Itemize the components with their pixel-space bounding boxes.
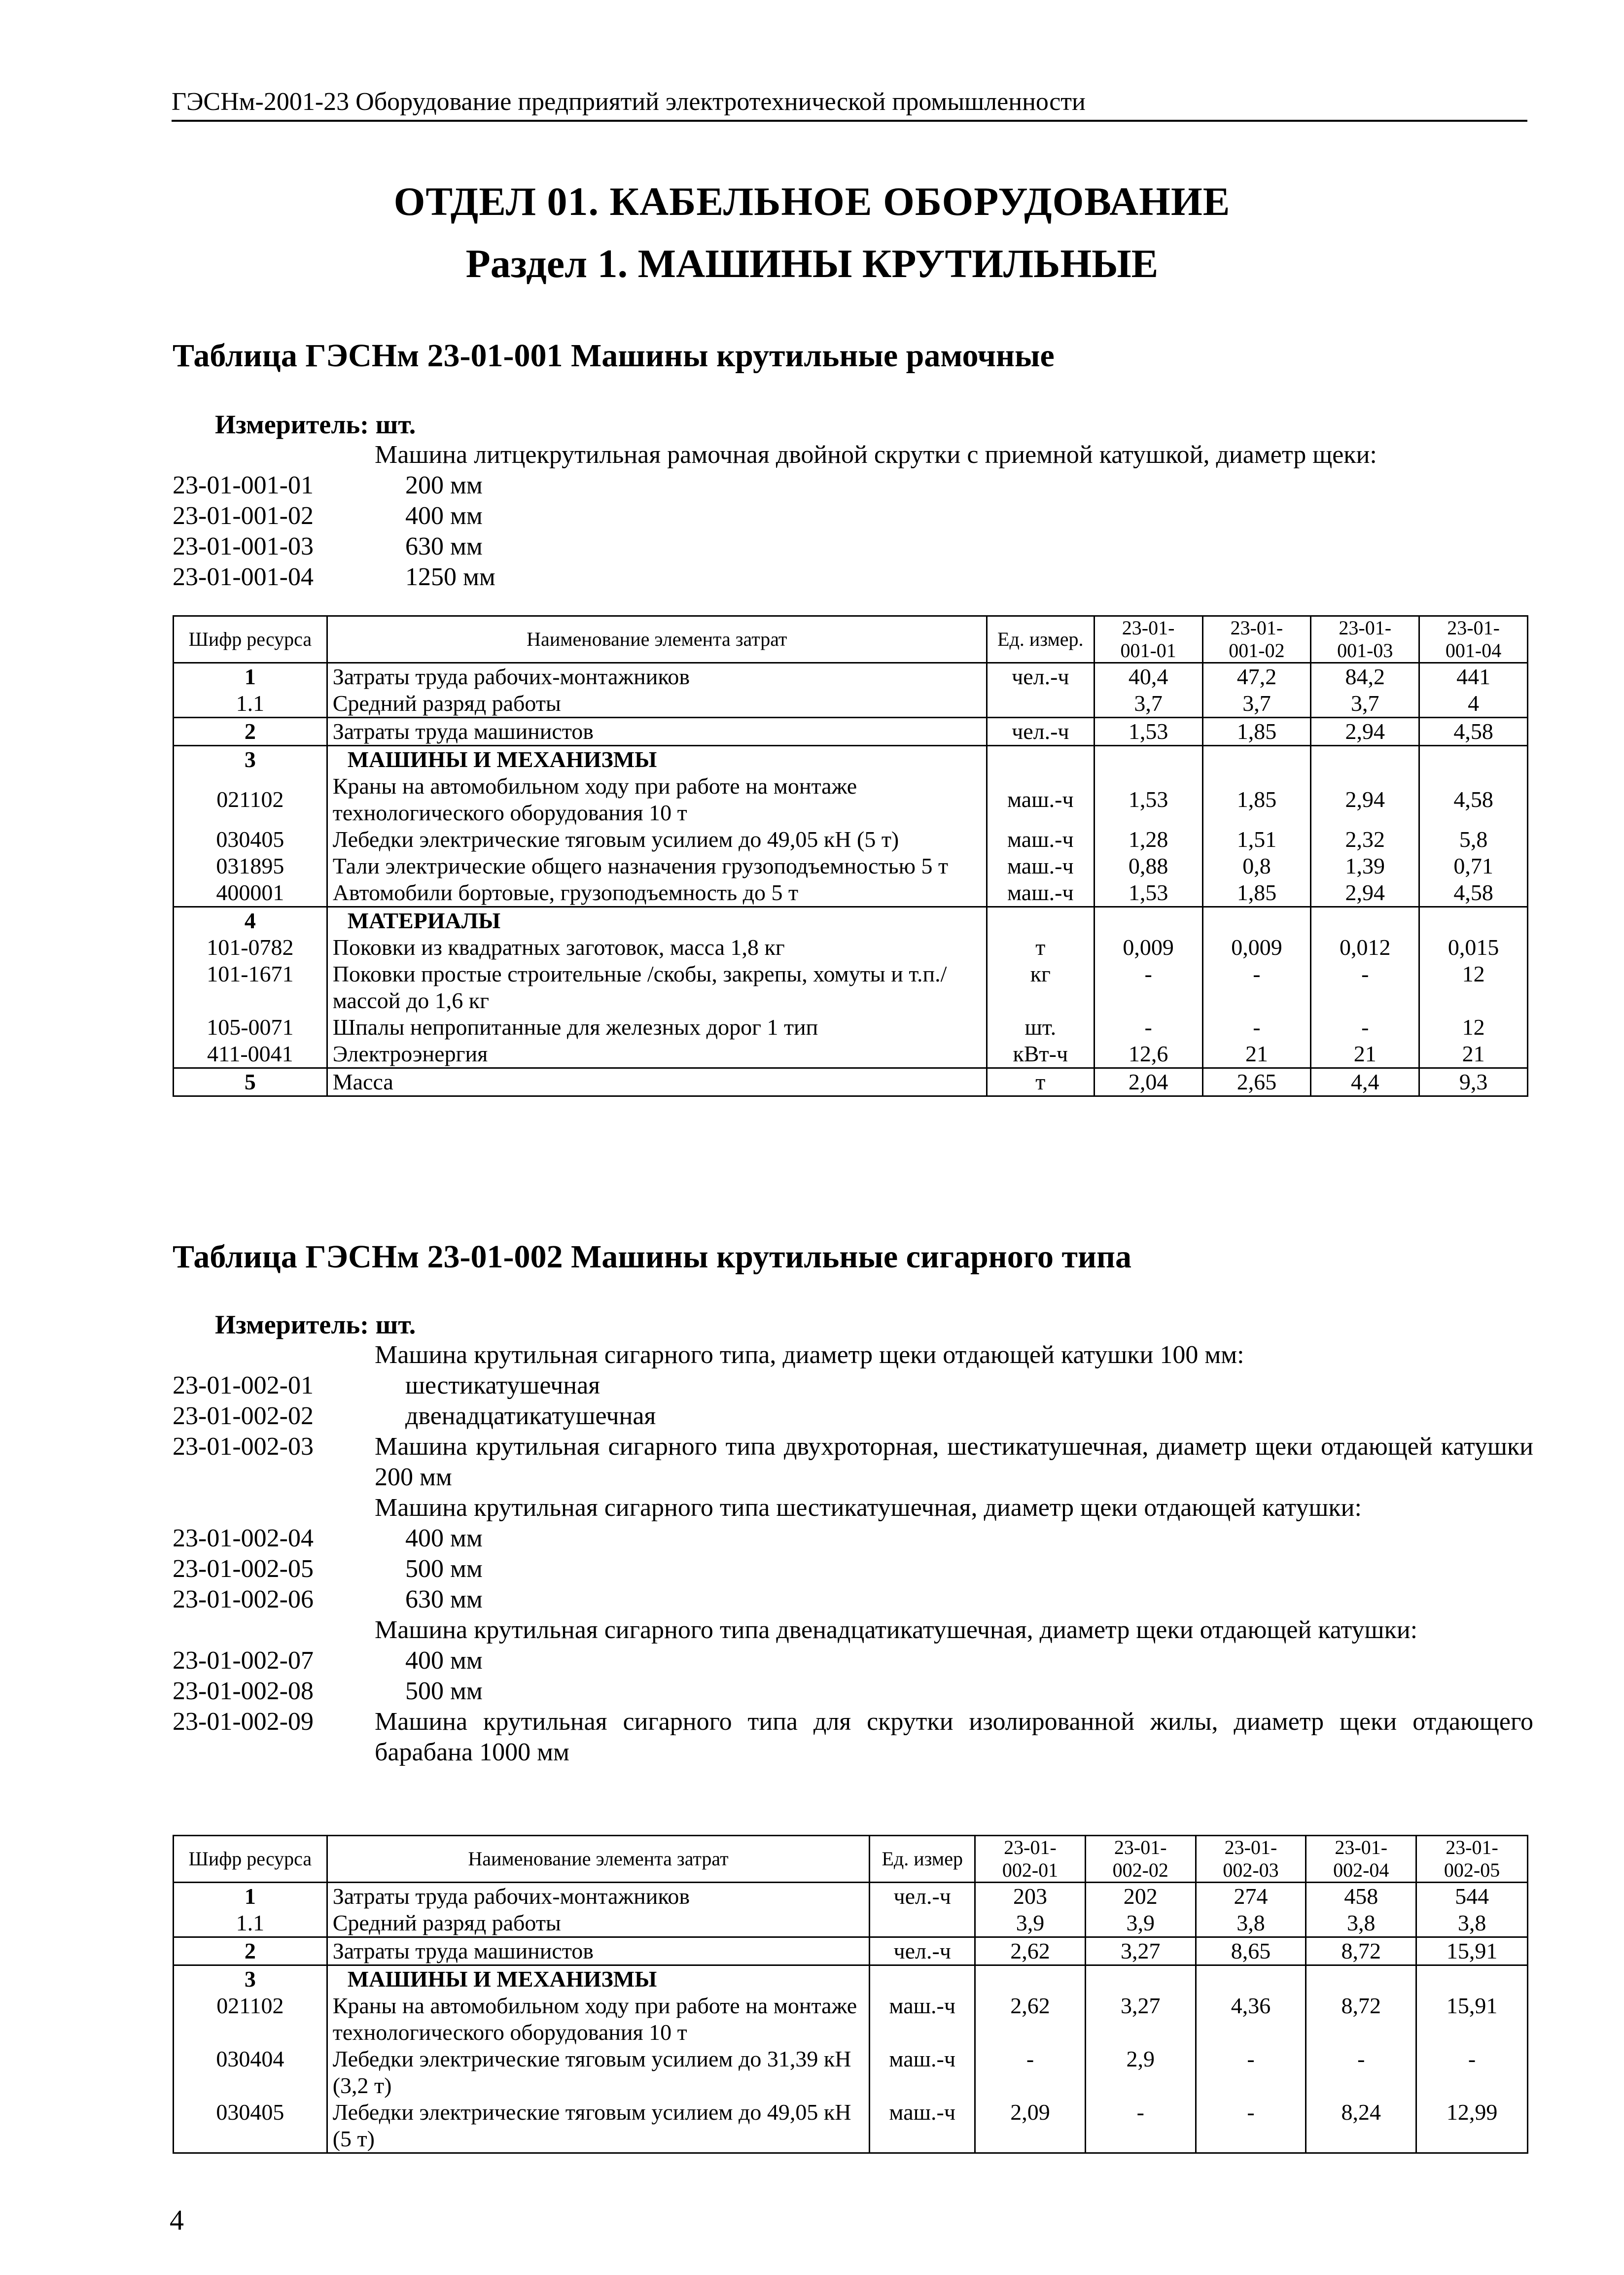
table2-code-cell: 1.1 xyxy=(174,1910,327,1937)
table2-value-cell xyxy=(975,1965,1086,1993)
table1-value-cell: 0,009 xyxy=(1202,934,1311,961)
table2-code-cell: 2 xyxy=(174,1937,327,1965)
table2-desc-text: 400 мм xyxy=(405,1524,483,1552)
table1-row xyxy=(174,1068,1528,1096)
table1-name-cell: Тали электрические общего назначения грузоподъемностью 5 т xyxy=(327,853,987,879)
table1-value-cell: 84,2 xyxy=(1311,663,1419,691)
table2-name-cell: Затраты труда машинистов xyxy=(327,1937,870,1965)
table2-value-cell: 2,9 xyxy=(1085,2046,1196,2099)
table2-cost xyxy=(173,1835,1528,2154)
table1-code-cell: 030405 xyxy=(174,826,327,853)
table1-desc-text: 1250 мм xyxy=(405,563,495,591)
table2-desc-code xyxy=(173,1615,375,1645)
table2-desc-text: Машина крутильная сигарного типа двенадцатикатушечная, диаметр щеки отдающей катушки: xyxy=(375,1616,1418,1644)
table1-value-cell: 2,65 xyxy=(1202,1068,1311,1096)
table2-title: Таблица ГЭСНм 23-01-002 Машины крутильные сигарного типа xyxy=(173,1239,1132,1275)
table1-row xyxy=(174,690,1528,718)
table1-value-cell xyxy=(1202,907,1311,935)
section-title: Раздел 1. МАШИНЫ КРУТИЛЬНЫЕ xyxy=(465,241,1159,286)
table2-desc-row xyxy=(173,1493,1533,1523)
table1-desc-text: 630 мм xyxy=(405,532,483,560)
table1-header-cell: 23-01- 001-01 xyxy=(1094,616,1202,663)
table1-value-cell: - xyxy=(1311,1014,1419,1041)
table1-row xyxy=(174,718,1528,746)
table2-desc-code xyxy=(173,1340,375,1370)
table2-desc-code: 23-01-002-08 xyxy=(173,1677,314,1705)
table2-code-cell: 3 xyxy=(174,1965,327,1993)
table1-code-cell: 1.1 xyxy=(174,690,327,718)
table1-name-cell: МАШИНЫ И МЕХАНИЗМЫ xyxy=(327,746,987,773)
table1-code-cell: 4 xyxy=(174,907,327,935)
table1-value-cell: - xyxy=(1094,961,1202,1014)
table1-code-cell: 411-0041 xyxy=(174,1041,327,1068)
table1-row xyxy=(174,1014,1528,1041)
table2-value-cell: 3,27 xyxy=(1085,1937,1196,1965)
table2-value-cell: 3,9 xyxy=(975,1910,1086,1937)
table1-unit-cell: т xyxy=(987,934,1094,961)
table2-row xyxy=(174,1993,1528,2046)
table2-row xyxy=(174,1910,1528,1937)
table1-value-cell: 12 xyxy=(1419,1014,1528,1041)
table2-header-cell: 23-01- 002-03 xyxy=(1196,1836,1306,1883)
table2-header-cell: 23-01- 002-04 xyxy=(1306,1836,1416,1883)
table2-header-cell: Ед. измер xyxy=(870,1836,975,1883)
table1-desc-row xyxy=(173,470,1533,501)
table1-code-cell: 021102 xyxy=(174,773,327,826)
table1-code-cell: 101-1671 xyxy=(174,961,327,1014)
table1-value-cell: 0,71 xyxy=(1419,853,1528,879)
table2-value-cell: 12,99 xyxy=(1416,2099,1528,2153)
table1-value-cell: 2,04 xyxy=(1094,1068,1202,1096)
table1-code-cell: 105-0071 xyxy=(174,1014,327,1041)
table2-value-cell: 3,8 xyxy=(1306,1910,1416,1937)
table2-value-cell: 3,8 xyxy=(1196,1910,1306,1937)
table2-value-cell: 274 xyxy=(1196,1883,1306,1910)
table1-cost xyxy=(173,615,1528,1097)
table1-value-cell: 441 xyxy=(1419,663,1528,691)
table1-value-cell: 1,39 xyxy=(1311,853,1419,879)
table1-name-cell: Поковки простые строительные /скобы, закрепы, хомуты и т.п./ массой до 1,6 кг xyxy=(327,961,987,1014)
table1-name-cell: Масса xyxy=(327,1068,987,1096)
table1-unit-cell: маш.-ч xyxy=(987,853,1094,879)
table1-title: Таблица ГЭСНм 23-01-001 Машины крутильные рамочные xyxy=(173,338,1055,374)
table1-name-cell: МАТЕРИАЛЫ xyxy=(327,907,987,935)
table1-header-cell: Шифр ресурса xyxy=(174,616,327,663)
table1-row xyxy=(174,746,1528,773)
table1-value-cell: 4,58 xyxy=(1419,718,1528,746)
table1-desc-code: 23-01-001-04 xyxy=(173,563,314,591)
table2-desc-row xyxy=(173,1707,1533,1768)
table2-desc-row xyxy=(173,1523,1533,1554)
table1-value-cell: 1,85 xyxy=(1202,773,1311,826)
table1-header-cell: Ед. измер. xyxy=(987,616,1094,663)
table1-row xyxy=(174,1041,1528,1068)
table1-header-cell: 23-01- 001-03 xyxy=(1311,616,1419,663)
table2-desc-row xyxy=(173,1432,1533,1493)
table1-row xyxy=(174,934,1528,961)
table1-header-cell: Наименование элемента затрат xyxy=(327,616,987,663)
table2-unit-cell: чел.-ч xyxy=(870,1937,975,1965)
table1-row xyxy=(174,773,1528,826)
table2-value-cell: 202 xyxy=(1085,1883,1196,1910)
table1-value-cell: 0,009 xyxy=(1094,934,1202,961)
table2-unit-cell: маш.-ч xyxy=(870,1993,975,2046)
table1-value-cell: 2,94 xyxy=(1311,773,1419,826)
table2-desc-row xyxy=(173,1554,1533,1584)
table1-desc-row xyxy=(173,501,1533,531)
table1-unit-cell: кВт-ч xyxy=(987,1041,1094,1068)
table2-value-cell: 4,36 xyxy=(1196,1993,1306,2046)
table2-value-cell: 15,91 xyxy=(1416,1937,1528,1965)
table1-value-cell: 1,85 xyxy=(1202,718,1311,746)
table1-desc-text: 400 мм xyxy=(405,502,483,530)
table2-name-cell: Средний разряд работы xyxy=(327,1910,870,1937)
table1-row xyxy=(174,961,1528,1014)
table2-desc-code: 23-01-002-01 xyxy=(173,1371,314,1400)
table1-desc-code: 23-01-001-02 xyxy=(173,502,314,530)
table1-value-cell xyxy=(1311,907,1419,935)
table2-desc-code: 23-01-002-06 xyxy=(173,1585,314,1613)
table1-name-cell: Электроэнергия xyxy=(327,1041,987,1068)
table2-value-cell: 8,72 xyxy=(1306,1937,1416,1965)
table1-name-cell: Поковки из квадратных заготовок, масса 1,8 кг xyxy=(327,934,987,961)
table1-value-cell: 0,88 xyxy=(1094,853,1202,879)
table2-desc-text: 500 мм xyxy=(405,1677,483,1705)
table2-desc-text: Машина крутильная сигарного типа, диаметр щеки отдающей катушки 100 мм: xyxy=(375,1341,1244,1369)
table2-unit-cell xyxy=(870,1910,975,1937)
table1-value-cell: 1,53 xyxy=(1094,718,1202,746)
table2-desc-row xyxy=(173,1340,1533,1370)
table2-name-cell: Лебедки электрические тяговым усилием до 49,05 кН (5 т) xyxy=(327,2099,870,2153)
table1-value-cell: 1,51 xyxy=(1202,826,1311,853)
table2-desc-code xyxy=(173,1493,375,1523)
table2-code-cell: 030404 xyxy=(174,2046,327,2099)
table2-header-cell: 23-01- 002-01 xyxy=(975,1836,1086,1883)
table1-value-cell: 9,3 xyxy=(1419,1068,1528,1096)
table2-row xyxy=(174,2046,1528,2099)
table2-header-cell: 23-01- 002-05 xyxy=(1416,1836,1528,1883)
table1-value-cell: 47,2 xyxy=(1202,663,1311,691)
table2-desc-row xyxy=(173,1370,1533,1401)
table1-row xyxy=(174,879,1528,907)
table1-unit-cell: т xyxy=(987,1068,1094,1096)
table2-value-cell xyxy=(1306,1965,1416,1993)
table2-code-cell: 021102 xyxy=(174,1993,327,2046)
table2-desc-row xyxy=(173,1584,1533,1615)
table1-value-cell xyxy=(1094,746,1202,773)
table1-code-cell: 400001 xyxy=(174,879,327,907)
table2-description xyxy=(173,1340,1533,1768)
table2-name-cell: Краны на автомобильном ходу при работе на монтаже технологического оборудования 10 т xyxy=(327,1993,870,2046)
table2-value-cell: - xyxy=(1416,2046,1528,2099)
table2-value-cell: 15,91 xyxy=(1416,1993,1528,2046)
table2-value-cell xyxy=(1416,1965,1528,1993)
table1-code-cell: 2 xyxy=(174,718,327,746)
table1-name-cell: Затраты труда машинистов xyxy=(327,718,987,746)
table1-description xyxy=(173,440,1533,593)
table2-desc-row xyxy=(173,1676,1533,1707)
table2-unit-cell: маш.-ч xyxy=(870,2046,975,2099)
table2-value-cell: 203 xyxy=(975,1883,1086,1910)
table1-name-cell: Затраты труда рабочих-монтажников xyxy=(327,663,987,691)
table1-unit-cell xyxy=(987,907,1094,935)
table2-header-cell: Наименование элемента затрат xyxy=(327,1836,870,1883)
table1-value-cell: 1,53 xyxy=(1094,879,1202,907)
table1-desc-row xyxy=(173,440,1533,470)
table1-value-cell: - xyxy=(1094,1014,1202,1041)
table1-unit-cell: чел.-ч xyxy=(987,718,1094,746)
table1-unit-cell: маш.-ч xyxy=(987,773,1094,826)
table2-value-cell: 2,09 xyxy=(975,2099,1086,2153)
running-header: ГЭСНм-2001-23 Оборудование предприятий электротехнической промышленности xyxy=(172,88,1527,122)
table2-desc-text: Машина крутильная сигарного типа шестикатушечная, диаметр щеки отдающей катушки: xyxy=(375,1494,1362,1522)
table1-value-cell xyxy=(1419,907,1528,935)
table1-name-cell: Средний разряд работы xyxy=(327,690,987,718)
table2-value-cell: 8,65 xyxy=(1196,1937,1306,1965)
table1-name-cell: Шпалы непропитанные для железных дорог 1 тип xyxy=(327,1014,987,1041)
table2-desc-row xyxy=(173,1645,1533,1676)
table1-header-row xyxy=(174,616,1528,663)
table1-desc-text: Машина литцекрутильная рамочная двойной скрутки с приемной катушкой, диаметр щеки: xyxy=(375,441,1377,469)
table2-row xyxy=(174,1965,1528,1993)
table1-desc-code: 23-01-001-03 xyxy=(173,532,314,560)
table1-value-cell: 21 xyxy=(1419,1041,1528,1068)
table1-value-cell: 4,4 xyxy=(1311,1068,1419,1096)
table1-desc-code: 23-01-001-01 xyxy=(173,471,314,499)
table2-desc-text: Машина крутильная сигарного типа для скрутки изолированной жилы, диаметр щеки отдающего барабана 1000 мм xyxy=(375,1708,1533,1766)
table1-value-cell xyxy=(1419,746,1528,773)
department-title: ОТДЕЛ 01. КАБЕЛЬНОЕ ОБОРУДОВАНИЕ xyxy=(393,179,1231,224)
table2-desc-code: 23-01-002-07 xyxy=(173,1646,314,1675)
table1-unit-cell: маш.-ч xyxy=(987,826,1094,853)
table1-desc-row xyxy=(173,562,1533,593)
table1-value-cell: 1,85 xyxy=(1202,879,1311,907)
table2-value-cell: 3,9 xyxy=(1085,1910,1196,1937)
table1-value-cell: 3,7 xyxy=(1311,690,1419,718)
table2-value-cell: - xyxy=(1085,2099,1196,2153)
table1-value-cell: - xyxy=(1202,961,1311,1014)
table1-row xyxy=(174,826,1528,853)
table1-value-cell: 12,6 xyxy=(1094,1041,1202,1068)
table1-desc-code xyxy=(173,440,375,470)
table1-measure: Измеритель: шт. xyxy=(215,410,416,439)
table1-desc-row xyxy=(173,531,1533,562)
table2-unit-cell xyxy=(870,1965,975,1993)
table2-desc-code: 23-01-002-05 xyxy=(173,1555,314,1583)
table1-value-cell: 1,28 xyxy=(1094,826,1202,853)
table2-value-cell: - xyxy=(1196,2046,1306,2099)
table1-value-cell: 2,94 xyxy=(1311,718,1419,746)
table2-value-cell: 2,62 xyxy=(975,1937,1086,1965)
table2-desc-text: Машина крутильная сигарного типа двухроторная, шестикатушечная, диаметр щеки отдающей катушки 200 мм xyxy=(375,1433,1533,1491)
table2-desc-text: шестикатушечная xyxy=(405,1371,600,1400)
table1-unit-cell xyxy=(987,746,1094,773)
table2-measure: Измеритель: шт. xyxy=(215,1310,416,1339)
table2-row xyxy=(174,1883,1528,1910)
table2-desc-code: 23-01-002-02 xyxy=(173,1402,314,1430)
table2-header-row xyxy=(174,1836,1528,1883)
table1-name-cell: Автомобили бортовые, грузоподъемность до 5 т xyxy=(327,879,987,907)
table1-value-cell: 21 xyxy=(1202,1041,1311,1068)
table2-desc-text: 400 мм xyxy=(405,1646,483,1675)
table2-row xyxy=(174,2099,1528,2153)
table1-value-cell: 5,8 xyxy=(1419,826,1528,853)
table1-value-cell: 3,7 xyxy=(1094,690,1202,718)
table1-unit-cell: шт. xyxy=(987,1014,1094,1041)
table2-name-cell: МАШИНЫ И МЕХАНИЗМЫ xyxy=(327,1965,870,1993)
table2-value-cell: 3,8 xyxy=(1416,1910,1528,1937)
table1-value-cell xyxy=(1202,746,1311,773)
table2-name-cell: Затраты труда рабочих-монтажников xyxy=(327,1883,870,1910)
table1-name-cell: Краны на автомобильном ходу при работе на монтаже технологического оборудования 10 т xyxy=(327,773,987,826)
table1-code-cell: 031895 xyxy=(174,853,327,879)
table1-value-cell: 4,58 xyxy=(1419,879,1528,907)
table2-value-cell: - xyxy=(975,2046,1086,2099)
table2-desc-row xyxy=(173,1401,1533,1432)
table2-value-cell: 8,72 xyxy=(1306,1993,1416,2046)
table2-header-cell: Шифр ресурса xyxy=(174,1836,327,1883)
table2-desc-text: 630 мм xyxy=(405,1585,483,1613)
table2-value-cell: 458 xyxy=(1306,1883,1416,1910)
table1-code-cell: 1 xyxy=(174,663,327,691)
table1-name-cell: Лебедки электрические тяговым усилием до 49,05 кН (5 т) xyxy=(327,826,987,853)
table2-header-cell: 23-01- 002-02 xyxy=(1085,1836,1196,1883)
table2-desc-code: 23-01-002-03 xyxy=(173,1433,314,1461)
table1-value-cell: 40,4 xyxy=(1094,663,1202,691)
table1-row xyxy=(174,907,1528,935)
table2-code-cell: 030405 xyxy=(174,2099,327,2153)
table2-name-cell: Лебедки электрические тяговым усилием до 31,39 кН (3,2 т) xyxy=(327,2046,870,2099)
table2-row xyxy=(174,1937,1528,1965)
table1-value-cell: 0,012 xyxy=(1311,934,1419,961)
table1-row xyxy=(174,663,1528,691)
table1-value-cell: 4 xyxy=(1419,690,1528,718)
table1-header-cell: 23-01- 001-02 xyxy=(1202,616,1311,663)
table1-code-cell: 3 xyxy=(174,746,327,773)
table1-unit-cell: маш.-ч xyxy=(987,879,1094,907)
table1-value-cell: - xyxy=(1311,961,1419,1014)
table2-value-cell: 3,27 xyxy=(1085,1993,1196,2046)
table2-value-cell: 544 xyxy=(1416,1883,1528,1910)
table1-code-cell: 101-0782 xyxy=(174,934,327,961)
table1-header-cell: 23-01- 001-04 xyxy=(1419,616,1528,663)
table2-value-cell xyxy=(1085,1965,1196,1993)
table1-value-cell: 12 xyxy=(1419,961,1528,1014)
table2-unit-cell: маш.-ч xyxy=(870,2099,975,2153)
table1-value-cell xyxy=(1311,746,1419,773)
table1-value-cell: - xyxy=(1202,1014,1311,1041)
table1-desc-text: 200 мм xyxy=(405,471,483,499)
table1-unit-cell xyxy=(987,690,1094,718)
table1-unit-cell: кг xyxy=(987,961,1094,1014)
page-number: 4 xyxy=(170,2204,184,2236)
table1-value-cell: 0,8 xyxy=(1202,853,1311,879)
table1-value-cell: 3,7 xyxy=(1202,690,1311,718)
table2-value-cell: 8,24 xyxy=(1306,2099,1416,2153)
table2-value-cell xyxy=(1196,1965,1306,1993)
table2-desc-code: 23-01-002-04 xyxy=(173,1524,314,1552)
table1-value-cell: 2,94 xyxy=(1311,879,1419,907)
table2-desc-text: 500 мм xyxy=(405,1555,483,1583)
table1-value-cell: 0,015 xyxy=(1419,934,1528,961)
table1-value-cell: 21 xyxy=(1311,1041,1419,1068)
table2-code-cell: 1 xyxy=(174,1883,327,1910)
table1-code-cell: 5 xyxy=(174,1068,327,1096)
table2-value-cell: - xyxy=(1306,2046,1416,2099)
table2-value-cell: - xyxy=(1196,2099,1306,2153)
table1-row xyxy=(174,853,1528,879)
table2-value-cell: 2,62 xyxy=(975,1993,1086,2046)
table1-value-cell xyxy=(1094,907,1202,935)
table1-value-cell: 2,32 xyxy=(1311,826,1419,853)
table1-value-cell: 1,53 xyxy=(1094,773,1202,826)
table2-desc-row xyxy=(173,1615,1533,1645)
table2-desc-text: двенадцатикатушечная xyxy=(405,1402,656,1430)
table1-unit-cell: чел.-ч xyxy=(987,663,1094,691)
table2-desc-code: 23-01-002-09 xyxy=(173,1708,314,1736)
table2-unit-cell: чел.-ч xyxy=(870,1883,975,1910)
table1-value-cell: 4,58 xyxy=(1419,773,1528,826)
